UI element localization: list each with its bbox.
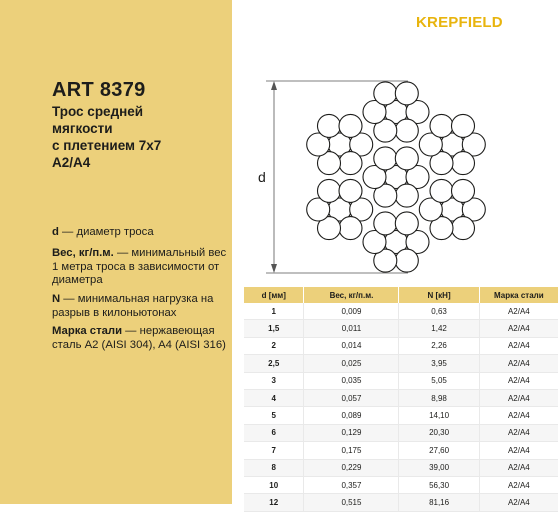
table-cell: 0,175 [304,442,399,459]
table-cell: 81,16 [399,494,479,511]
wire-circle [430,179,453,202]
table-cell: 0,515 [304,494,399,511]
wire-circle [395,212,418,235]
table-cell: 0,014 [304,337,399,354]
table-row [244,494,558,511]
spec-table [244,287,558,512]
table-cell: A2/A4 [479,459,558,476]
brand-logo: KREPFIELD [416,14,503,31]
table-cell: 12 [244,494,304,511]
rope-strands [307,82,486,272]
dimension-label: d [258,169,266,185]
wire-circle [395,147,418,170]
table-row [244,303,558,320]
table-cell: 8,98 [399,389,479,406]
wire-circle [395,249,418,272]
legend-item-diameter [52,226,230,240]
table-cell: 8 [244,459,304,476]
table-row [244,407,558,424]
table-cell: 0,63 [399,303,479,320]
table-cell: A2/A4 [479,476,558,493]
table-cell: A2/A4 [479,372,558,389]
table-cell: 56,30 [399,476,479,493]
table-cell: 0,035 [304,372,399,389]
wire-circle [339,179,362,202]
table-cell: A2/A4 [479,424,558,441]
wire-circle [452,152,475,175]
table-cell: 2,26 [399,337,479,354]
legend-term: Вес, кг/п.м. [52,247,114,259]
product-subtitle [52,103,227,171]
legend-desc: — диаметр троса [58,226,154,238]
table-cell: 2,5 [244,355,304,372]
table-row [244,476,558,493]
wire-circle [374,212,397,235]
table-cell: A2/A4 [479,494,558,511]
table-cell: A2/A4 [479,407,558,424]
wire-circle [452,217,475,240]
rope-cross-section-diagram [248,72,528,282]
table-cell: 5,05 [399,372,479,389]
table-row [244,424,558,441]
table-cell: 0,011 [304,320,399,337]
table-cell: 6 [244,424,304,441]
table-cell: 0,357 [304,476,399,493]
table-cell: 0,089 [304,407,399,424]
wire-circle [452,114,475,137]
wire-circle [395,82,418,105]
table-cell: 10 [244,476,304,493]
wire-circle [339,152,362,175]
wire-circle [318,179,341,202]
table-row [244,442,558,459]
table-cell: 4 [244,389,304,406]
table-cell: 0,229 [304,459,399,476]
table-row [244,372,558,389]
wire-circle [430,114,453,137]
table-cell: 1 [244,303,304,320]
table-row [244,337,558,354]
column-header-diameter: d [мм] [244,287,304,303]
table-row [244,355,558,372]
table-cell: 39,00 [399,459,479,476]
legend-item-weight [52,247,230,288]
wire-circle [452,179,475,202]
legend-desc: — минимальный вес 1 метра троса в зависимости от диаметра [52,247,227,286]
subtitle-line: мягкости [52,121,113,136]
table-cell: 20,30 [399,424,479,441]
table-cell: A2/A4 [479,303,558,320]
table-cell: 0,025 [304,355,399,372]
table-cell: 0,057 [304,389,399,406]
table-cell: 5 [244,407,304,424]
subtitle-line: с плетением 7x7 [52,138,162,153]
table-cell: A2/A4 [479,355,558,372]
table-cell: 0,009 [304,303,399,320]
table-cell: 14,10 [399,407,479,424]
legend-item-load [52,293,230,320]
info-panel [0,0,232,504]
table-cell: 3 [244,372,304,389]
table-cell: 0,129 [304,424,399,441]
table-header-row [244,287,558,303]
table-row [244,320,558,337]
subtitle-line: A2/A4 [52,155,91,170]
wire-circle [339,114,362,137]
table-cell: 2 [244,337,304,354]
table-cell: 1,5 [244,320,304,337]
dimension-arrow-bottom [271,264,277,273]
table-cell: A2/A4 [479,442,558,459]
product-title: ART 8379 [52,79,146,101]
table-cell: A2/A4 [479,337,558,354]
wire-circle [374,82,397,105]
wire-circle [395,184,418,207]
column-header-load: N [кН] [399,287,479,303]
legend-item-steel [52,325,230,352]
column-header-weight: Вес, кг/п.м. [304,287,399,303]
wire-circle [318,114,341,137]
table-row [244,389,558,406]
wire-circle [395,119,418,142]
legend-desc: — нержавеющая сталь A2 (AISI 304), A4 (AISI 316) [52,325,226,351]
table-row [244,459,558,476]
legend-desc: — минимальная нагрузка на разрыв в килоньютонах [52,293,214,319]
table-cell: 27,60 [399,442,479,459]
subtitle-line: Трос средней [52,104,144,119]
table-cell: 3,95 [399,355,479,372]
dimension-arrow-top [271,81,277,90]
table-cell: A2/A4 [479,389,558,406]
table-cell: 1,42 [399,320,479,337]
table-cell: A2/A4 [479,320,558,337]
column-header-steel: Марка стали [479,287,558,303]
wire-circle [374,147,397,170]
legend-term: Марка стали [52,325,123,337]
legend-term: d [52,226,59,238]
wire-circle [339,217,362,240]
table-cell: 7 [244,442,304,459]
legend-term: N [52,293,61,305]
